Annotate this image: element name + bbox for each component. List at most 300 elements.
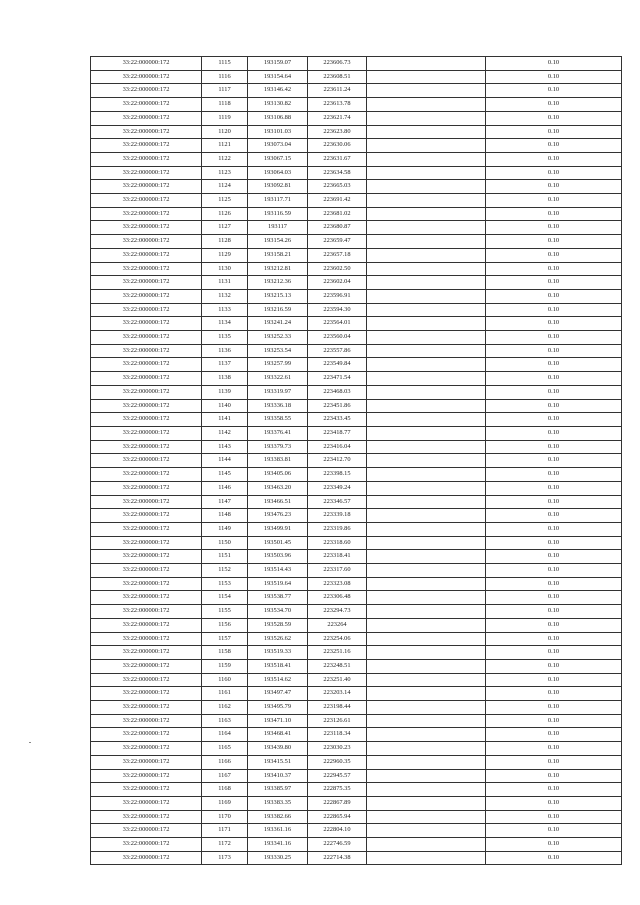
- note-cell: [367, 454, 486, 468]
- note-cell: [367, 577, 486, 591]
- point-index-cell: 1135: [202, 331, 248, 345]
- table-row: [91, 372, 622, 386]
- point-index-cell: 1170: [202, 810, 248, 824]
- x-coordinate-cell: 193117: [248, 221, 308, 235]
- y-coordinate-cell: 223634.58: [308, 166, 367, 180]
- table-row: [91, 522, 622, 536]
- x-coordinate-cell: 193212.36: [248, 276, 308, 290]
- parcel-number-cell: 33:22:000000:172: [91, 673, 202, 687]
- value-cell: 0.10: [486, 755, 622, 769]
- x-coordinate-cell: 193383.35: [248, 796, 308, 810]
- parcel-number-cell: 33:22:000000:172: [91, 317, 202, 331]
- x-coordinate-cell: 193528.59: [248, 618, 308, 632]
- point-index-cell: 1134: [202, 317, 248, 331]
- x-coordinate-cell: 193253.54: [248, 344, 308, 358]
- y-coordinate-cell: 223549.84: [308, 358, 367, 372]
- table-row: [91, 687, 622, 701]
- table-row: [91, 659, 622, 673]
- note-cell: [367, 591, 486, 605]
- value-cell: 0.10: [486, 851, 622, 865]
- value-cell: 0.10: [486, 221, 622, 235]
- table-row: [91, 262, 622, 276]
- point-index-cell: 1144: [202, 454, 248, 468]
- note-cell: [367, 742, 486, 756]
- table-row: [91, 385, 622, 399]
- parcel-number-cell: 33:22:000000:172: [91, 632, 202, 646]
- table-row: [91, 276, 622, 290]
- value-cell: 0.10: [486, 235, 622, 249]
- value-cell: 0.10: [486, 481, 622, 495]
- parcel-number-cell: 33:22:000000:172: [91, 413, 202, 427]
- point-index-cell: 1150: [202, 536, 248, 550]
- y-coordinate-cell: 223611.24: [308, 84, 367, 98]
- table-row: [91, 577, 622, 591]
- value-cell: 0.10: [486, 399, 622, 413]
- point-index-cell: 1123: [202, 166, 248, 180]
- y-coordinate-cell: 223623.80: [308, 125, 367, 139]
- point-index-cell: 1173: [202, 851, 248, 865]
- note-cell: [367, 632, 486, 646]
- note-cell: [367, 289, 486, 303]
- note-cell: [367, 522, 486, 536]
- value-cell: 0.10: [486, 344, 622, 358]
- point-index-cell: 1116: [202, 70, 248, 84]
- x-coordinate-cell: 193497.47: [248, 687, 308, 701]
- y-coordinate-cell: 223606.73: [308, 57, 367, 71]
- table-row: [91, 426, 622, 440]
- x-coordinate-cell: 193154.64: [248, 70, 308, 84]
- parcel-number-cell: 33:22:000000:172: [91, 426, 202, 440]
- note-cell: [367, 166, 486, 180]
- value-cell: 0.10: [486, 605, 622, 619]
- point-index-cell: 1151: [202, 550, 248, 564]
- y-coordinate-cell: 223681.02: [308, 207, 367, 221]
- value-cell: 0.10: [486, 824, 622, 838]
- value-cell: 0.10: [486, 385, 622, 399]
- point-index-cell: 1120: [202, 125, 248, 139]
- y-coordinate-cell: 223557.86: [308, 344, 367, 358]
- point-index-cell: 1167: [202, 769, 248, 783]
- note-cell: [367, 303, 486, 317]
- y-coordinate-cell: 223631.67: [308, 152, 367, 166]
- note-cell: [367, 495, 486, 509]
- parcel-number-cell: 33:22:000000:172: [91, 248, 202, 262]
- parcel-number-cell: 33:22:000000:172: [91, 495, 202, 509]
- y-coordinate-cell: 222867.89: [308, 796, 367, 810]
- value-cell: 0.10: [486, 262, 622, 276]
- x-coordinate-cell: 193319.97: [248, 385, 308, 399]
- point-index-cell: 1158: [202, 646, 248, 660]
- point-index-cell: 1163: [202, 714, 248, 728]
- note-cell: [367, 413, 486, 427]
- point-index-cell: 1124: [202, 180, 248, 194]
- note-cell: [367, 838, 486, 852]
- table-row: [91, 413, 622, 427]
- parcel-number-cell: 33:22:000000:172: [91, 207, 202, 221]
- parcel-number-cell: 33:22:000000:172: [91, 728, 202, 742]
- note-cell: [367, 180, 486, 194]
- parcel-number-cell: 33:22:000000:172: [91, 344, 202, 358]
- point-index-cell: 1125: [202, 194, 248, 208]
- point-index-cell: 1119: [202, 111, 248, 125]
- note-cell: [367, 84, 486, 98]
- table-row: [91, 769, 622, 783]
- y-coordinate-cell: 223657.18: [308, 248, 367, 262]
- y-coordinate-cell: 222804.10: [308, 824, 367, 838]
- y-coordinate-cell: 223306.48: [308, 591, 367, 605]
- y-coordinate-cell: 223339.18: [308, 509, 367, 523]
- note-cell: [367, 262, 486, 276]
- table-row: [91, 851, 622, 865]
- y-coordinate-cell: 223319.86: [308, 522, 367, 536]
- parcel-number-cell: 33:22:000000:172: [91, 166, 202, 180]
- y-coordinate-cell: 223318.60: [308, 536, 367, 550]
- note-cell: [367, 125, 486, 139]
- value-cell: 0.10: [486, 783, 622, 797]
- parcel-number-cell: 33:22:000000:172: [91, 714, 202, 728]
- table-row: [91, 235, 622, 249]
- point-index-cell: 1162: [202, 701, 248, 715]
- value-cell: 0.10: [486, 522, 622, 536]
- parcel-number-cell: 33:22:000000:172: [91, 536, 202, 550]
- point-index-cell: 1147: [202, 495, 248, 509]
- parcel-number-cell: 33:22:000000:172: [91, 180, 202, 194]
- value-cell: 0.10: [486, 564, 622, 578]
- table-row: [91, 221, 622, 235]
- y-coordinate-cell: 223613.78: [308, 98, 367, 112]
- point-index-cell: 1155: [202, 605, 248, 619]
- y-coordinate-cell: 223451.86: [308, 399, 367, 413]
- point-index-cell: 1154: [202, 591, 248, 605]
- table-row: [91, 139, 622, 153]
- table-body: [91, 57, 622, 865]
- note-cell: [367, 399, 486, 413]
- table-row: [91, 701, 622, 715]
- y-coordinate-cell: 223254.06: [308, 632, 367, 646]
- value-cell: 0.10: [486, 646, 622, 660]
- point-index-cell: 1145: [202, 468, 248, 482]
- note-cell: [367, 810, 486, 824]
- point-index-cell: 1136: [202, 344, 248, 358]
- parcel-number-cell: 33:22:000000:172: [91, 659, 202, 673]
- note-cell: [367, 98, 486, 112]
- table-row: [91, 248, 622, 262]
- table-row: [91, 783, 622, 797]
- note-cell: [367, 659, 486, 673]
- point-index-cell: 1161: [202, 687, 248, 701]
- note-cell: [367, 372, 486, 386]
- point-index-cell: 1138: [202, 372, 248, 386]
- table-row: [91, 810, 622, 824]
- point-index-cell: 1122: [202, 152, 248, 166]
- parcel-number-cell: 33:22:000000:172: [91, 824, 202, 838]
- point-index-cell: 1131: [202, 276, 248, 290]
- x-coordinate-cell: 193501.45: [248, 536, 308, 550]
- y-coordinate-cell: 223596.91: [308, 289, 367, 303]
- point-index-cell: 1171: [202, 824, 248, 838]
- y-coordinate-cell: 223680.87: [308, 221, 367, 235]
- note-cell: [367, 714, 486, 728]
- table-row: [91, 111, 622, 125]
- x-coordinate-cell: 193382.66: [248, 810, 308, 824]
- y-coordinate-cell: 222945.57: [308, 769, 367, 783]
- y-coordinate-cell: 222865.94: [308, 810, 367, 824]
- x-coordinate-cell: 193341.16: [248, 838, 308, 852]
- value-cell: 0.10: [486, 550, 622, 564]
- value-cell: 0.10: [486, 796, 622, 810]
- table-row: [91, 152, 622, 166]
- x-coordinate-cell: 193526.62: [248, 632, 308, 646]
- table-row: [91, 84, 622, 98]
- y-coordinate-cell: 223433.45: [308, 413, 367, 427]
- note-cell: [367, 618, 486, 632]
- value-cell: 0.10: [486, 70, 622, 84]
- parcel-number-cell: 33:22:000000:172: [91, 591, 202, 605]
- y-coordinate-cell: 223318.41: [308, 550, 367, 564]
- parcel-number-cell: 33:22:000000:172: [91, 57, 202, 71]
- point-index-cell: 1139: [202, 385, 248, 399]
- y-coordinate-cell: 223294.73: [308, 605, 367, 619]
- table-row: [91, 57, 622, 71]
- table-row: [91, 838, 622, 852]
- value-cell: 0.10: [486, 632, 622, 646]
- note-cell: [367, 235, 486, 249]
- note-cell: [367, 701, 486, 715]
- table-row: [91, 344, 622, 358]
- y-coordinate-cell: 223412.70: [308, 454, 367, 468]
- point-index-cell: 1153: [202, 577, 248, 591]
- note-cell: [367, 440, 486, 454]
- note-cell: [367, 728, 486, 742]
- table-row: [91, 70, 622, 84]
- y-coordinate-cell: 223621.74: [308, 111, 367, 125]
- value-cell: 0.10: [486, 536, 622, 550]
- value-cell: 0.10: [486, 454, 622, 468]
- y-coordinate-cell: 223126.61: [308, 714, 367, 728]
- parcel-number-cell: 33:22:000000:172: [91, 618, 202, 632]
- value-cell: 0.10: [486, 468, 622, 482]
- parcel-number-cell: 33:22:000000:172: [91, 742, 202, 756]
- x-coordinate-cell: 193159.07: [248, 57, 308, 71]
- table-row: [91, 440, 622, 454]
- y-coordinate-cell: 223264: [308, 618, 367, 632]
- table-row: [91, 399, 622, 413]
- point-index-cell: 1137: [202, 358, 248, 372]
- parcel-number-cell: 33:22:000000:172: [91, 783, 202, 797]
- note-cell: [367, 111, 486, 125]
- value-cell: 0.10: [486, 728, 622, 742]
- y-coordinate-cell: 223418.77: [308, 426, 367, 440]
- value-cell: 0.10: [486, 194, 622, 208]
- x-coordinate-cell: 193466.51: [248, 495, 308, 509]
- table-row: [91, 194, 622, 208]
- x-coordinate-cell: 193336.18: [248, 399, 308, 413]
- y-coordinate-cell: 222960.35: [308, 755, 367, 769]
- note-cell: [367, 152, 486, 166]
- y-coordinate-cell: 223602.04: [308, 276, 367, 290]
- parcel-number-cell: 33:22:000000:172: [91, 810, 202, 824]
- point-index-cell: 1152: [202, 564, 248, 578]
- x-coordinate-cell: 193499.91: [248, 522, 308, 536]
- parcel-number-cell: 33:22:000000:172: [91, 276, 202, 290]
- table-row: [91, 632, 622, 646]
- x-coordinate-cell: 193514.43: [248, 564, 308, 578]
- table-row: [91, 605, 622, 619]
- y-coordinate-cell: 222714.38: [308, 851, 367, 865]
- point-index-cell: 1130: [202, 262, 248, 276]
- x-coordinate-cell: 193116.59: [248, 207, 308, 221]
- value-cell: 0.10: [486, 358, 622, 372]
- value-cell: 0.10: [486, 166, 622, 180]
- x-coordinate-cell: 193514.62: [248, 673, 308, 687]
- parcel-number-cell: 33:22:000000:172: [91, 838, 202, 852]
- x-coordinate-cell: 193067.15: [248, 152, 308, 166]
- note-cell: [367, 331, 486, 345]
- x-coordinate-cell: 193405.06: [248, 468, 308, 482]
- x-coordinate-cell: 193106.88: [248, 111, 308, 125]
- x-coordinate-cell: 193361.16: [248, 824, 308, 838]
- parcel-number-cell: 33:22:000000:172: [91, 331, 202, 345]
- note-cell: [367, 358, 486, 372]
- note-cell: [367, 481, 486, 495]
- x-coordinate-cell: 193117.71: [248, 194, 308, 208]
- value-cell: 0.10: [486, 838, 622, 852]
- point-index-cell: 1129: [202, 248, 248, 262]
- x-coordinate-cell: 193538.77: [248, 591, 308, 605]
- parcel-number-cell: 33:22:000000:172: [91, 646, 202, 660]
- point-index-cell: 1165: [202, 742, 248, 756]
- point-index-cell: 1118: [202, 98, 248, 112]
- parcel-number-cell: 33:22:000000:172: [91, 111, 202, 125]
- x-coordinate-cell: 193476.23: [248, 509, 308, 523]
- y-coordinate-cell: 223317.60: [308, 564, 367, 578]
- point-index-cell: 1164: [202, 728, 248, 742]
- value-cell: 0.10: [486, 289, 622, 303]
- value-cell: 0.10: [486, 701, 622, 715]
- value-cell: 0.10: [486, 331, 622, 345]
- value-cell: 0.10: [486, 139, 622, 153]
- point-index-cell: 1127: [202, 221, 248, 235]
- x-coordinate-cell: 193146.42: [248, 84, 308, 98]
- value-cell: 0.10: [486, 207, 622, 221]
- y-coordinate-cell: 223691.42: [308, 194, 367, 208]
- x-coordinate-cell: 193212.81: [248, 262, 308, 276]
- point-index-cell: 1168: [202, 783, 248, 797]
- x-coordinate-cell: 193215.13: [248, 289, 308, 303]
- x-coordinate-cell: 193503.96: [248, 550, 308, 564]
- point-index-cell: 1156: [202, 618, 248, 632]
- table-row: [91, 289, 622, 303]
- note-cell: [367, 509, 486, 523]
- table-row: [91, 481, 622, 495]
- note-cell: [367, 605, 486, 619]
- table-row: [91, 317, 622, 331]
- parcel-number-cell: 33:22:000000:172: [91, 152, 202, 166]
- y-coordinate-cell: 223346.57: [308, 495, 367, 509]
- y-coordinate-cell: 223030.23: [308, 742, 367, 756]
- point-index-cell: 1142: [202, 426, 248, 440]
- note-cell: [367, 851, 486, 865]
- table-row: [91, 742, 622, 756]
- parcel-number-cell: 33:22:000000:172: [91, 851, 202, 865]
- parcel-number-cell: 33:22:000000:172: [91, 454, 202, 468]
- note-cell: [367, 221, 486, 235]
- x-coordinate-cell: 193383.81: [248, 454, 308, 468]
- note-cell: [367, 194, 486, 208]
- y-coordinate-cell: 223416.04: [308, 440, 367, 454]
- value-cell: 0.10: [486, 276, 622, 290]
- parcel-number-cell: 33:22:000000:172: [91, 303, 202, 317]
- note-cell: [367, 70, 486, 84]
- table-row: [91, 618, 622, 632]
- point-index-cell: 1126: [202, 207, 248, 221]
- table-row: [91, 564, 622, 578]
- y-coordinate-cell: 223608.51: [308, 70, 367, 84]
- note-cell: [367, 276, 486, 290]
- table-row: [91, 207, 622, 221]
- value-cell: 0.10: [486, 248, 622, 262]
- table-row: [91, 796, 622, 810]
- parcel-number-cell: 33:22:000000:172: [91, 481, 202, 495]
- y-coordinate-cell: 223251.40: [308, 673, 367, 687]
- parcel-number-cell: 33:22:000000:172: [91, 70, 202, 84]
- x-coordinate-cell: 193257.99: [248, 358, 308, 372]
- table-row: [91, 495, 622, 509]
- note-cell: [367, 824, 486, 838]
- value-cell: 0.10: [486, 577, 622, 591]
- parcel-number-cell: 33:22:000000:172: [91, 399, 202, 413]
- parcel-number-cell: 33:22:000000:172: [91, 194, 202, 208]
- point-index-cell: 1160: [202, 673, 248, 687]
- parcel-number-cell: 33:22:000000:172: [91, 564, 202, 578]
- x-coordinate-cell: 193376.41: [248, 426, 308, 440]
- y-coordinate-cell: 223468.03: [308, 385, 367, 399]
- table-row: [91, 303, 622, 317]
- table-row: [91, 646, 622, 660]
- value-cell: 0.10: [486, 509, 622, 523]
- x-coordinate-cell: 193439.80: [248, 742, 308, 756]
- parcel-number-cell: 33:22:000000:172: [91, 221, 202, 235]
- value-cell: 0.10: [486, 495, 622, 509]
- note-cell: [367, 687, 486, 701]
- x-coordinate-cell: 193101.03: [248, 125, 308, 139]
- note-cell: [367, 536, 486, 550]
- value-cell: 0.10: [486, 413, 622, 427]
- parcel-number-cell: 33:22:000000:172: [91, 550, 202, 564]
- parcel-number-cell: 33:22:000000:172: [91, 262, 202, 276]
- y-coordinate-cell: 223248.51: [308, 659, 367, 673]
- table-row: [91, 728, 622, 742]
- y-coordinate-cell: 223594.30: [308, 303, 367, 317]
- coordinates-table: [90, 56, 622, 865]
- x-coordinate-cell: 193241.24: [248, 317, 308, 331]
- value-cell: 0.10: [486, 111, 622, 125]
- point-index-cell: 1121: [202, 139, 248, 153]
- table-row: [91, 331, 622, 345]
- y-coordinate-cell: 223118.34: [308, 728, 367, 742]
- parcel-number-cell: 33:22:000000:172: [91, 687, 202, 701]
- y-coordinate-cell: 223203.14: [308, 687, 367, 701]
- y-coordinate-cell: 222746.59: [308, 838, 367, 852]
- value-cell: 0.10: [486, 84, 622, 98]
- parcel-number-cell: 33:22:000000:172: [91, 84, 202, 98]
- note-cell: [367, 426, 486, 440]
- parcel-number-cell: 33:22:000000:172: [91, 372, 202, 386]
- value-cell: 0.10: [486, 810, 622, 824]
- parcel-number-cell: 33:22:000000:172: [91, 468, 202, 482]
- note-cell: [367, 344, 486, 358]
- x-coordinate-cell: 193471.10: [248, 714, 308, 728]
